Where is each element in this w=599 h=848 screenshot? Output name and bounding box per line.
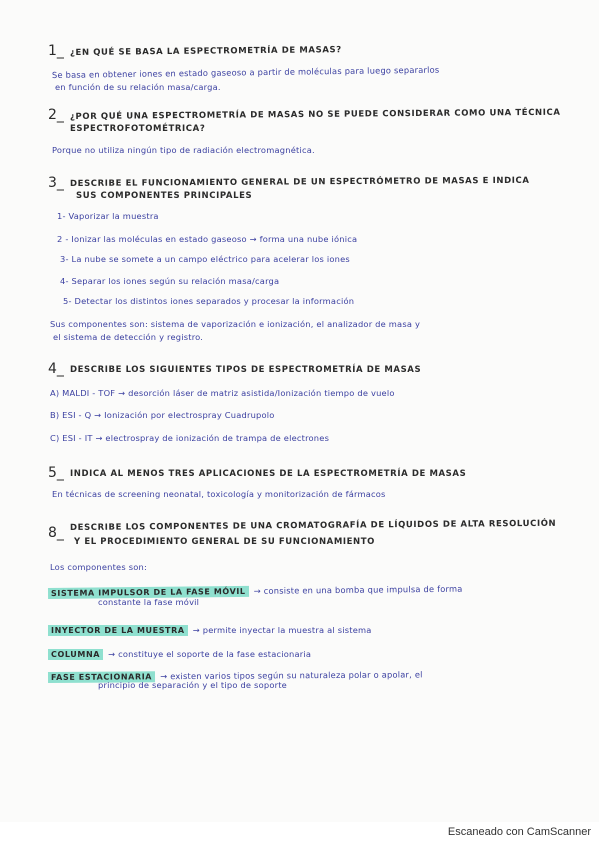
q3-question-line-2: SUS COMPONENTES PRINCIPALES xyxy=(76,191,253,201)
q3-answer-line-1: Sus componentes son: sistema de vaporización e ionización, el analizador de masa y xyxy=(50,319,421,329)
q2-number: 2_ xyxy=(48,107,64,123)
q2-question-line-2: ESPECTROFOTOMÉTRICA? xyxy=(70,124,206,134)
q3-answer-line-2: el sistema de detección y registro. xyxy=(53,332,204,342)
q3-question-line-1: DESCRIBE EL FUNCIONAMIENTO GENERAL DE UN ESPECTRÓMETRO DE MASAS E INDICA xyxy=(69,175,530,189)
scanner-watermark: Escaneado con CamScanner xyxy=(447,826,591,838)
q4-question: DESCRIBE LOS SIGUIENTES TIPOS DE ESPECTROMETRÍA DE MASAS xyxy=(70,365,422,375)
q8-component-2-term: INYECTOR DE LA MUESTRA xyxy=(48,625,188,636)
q8-component-3-desc: → constituye el soporte de la fase estacionaria xyxy=(108,649,312,659)
q5-answer: En técnicas de screening neonatal, toxicología y monitorización de fármacos xyxy=(52,489,386,499)
q8-component-2-desc: → permite inyectar la muestra al sistema xyxy=(192,625,372,635)
q8-question-line-2: Y EL PROCEDIMIENTO GENERAL DE SU FUNCIONAMIENTO xyxy=(74,537,375,547)
q4-item-b: B) ESI - Q → Ionización por electrospray Cuadrupolo xyxy=(50,410,275,420)
q1-answer-line-2: en función de su relación masa/carga. xyxy=(55,82,221,92)
q8-component-1-cont: constante la fase móvil xyxy=(98,597,200,607)
q1-answer-line-1: Se basa en obtener iones en estado gaseoso a partir de moléculas para luego separarlos xyxy=(51,64,440,80)
q3-number: 3_ xyxy=(48,175,64,191)
q3-step-4: 4- Separar los iones según su relación masa/carga xyxy=(60,276,280,286)
q5-number: 5_ xyxy=(48,465,64,481)
q2-answer: Porque no utiliza ningún tipo de radiación electromagnética. xyxy=(52,145,315,155)
q1-question: ¿EN QUÉ SE BASA LA ESPECTROMETRÍA DE MASAS? xyxy=(69,45,342,58)
q8-component-1-desc: → consiste en una bomba que impulsa de forma xyxy=(253,583,463,596)
q8-component-1-term: SISTEMA IMPULSOR DE LA FASE MÓVIL xyxy=(48,586,249,599)
q8-component-3-term: COLUMNA xyxy=(48,649,103,660)
q8-intro: Los componentes son: xyxy=(50,562,147,572)
q4-number: 4_ xyxy=(48,361,64,377)
q1-number: 1_ xyxy=(48,43,64,59)
q2-question-line-1: ¿POR QUÉ UNA ESPECTROMETRÍA DE MASAS NO SE PUEDE CONSIDERAR COMO UNA TÉCNICA xyxy=(69,107,561,122)
q5-question: INDICA AL MENOS TRES APLICACIONES DE LA ESPECTROMETRÍA DE MASAS xyxy=(70,469,467,479)
q8-component-4-desc: → existen varios tipos según su naturaleza polar o apolar, el xyxy=(160,669,423,682)
q8-component-4-term: FASE ESTACIONARIA xyxy=(48,671,155,683)
q3-step-2: 2 - Ionizar las moléculas en estado gaseoso → forma una nube iónica xyxy=(57,234,358,244)
q3-step-3: 3- La nube se somete a un campo eléctrico para acelerar los iones xyxy=(60,254,350,264)
q3-step-5: 5- Detectar los distintos iones separados y procesar la información xyxy=(63,296,355,306)
q4-item-a: A) MALDI - TOF → desorción láser de matriz asistida/Ionización tiempo de vuelo xyxy=(50,388,395,398)
q8-component-3 xyxy=(48,644,311,660)
q8-question-line-1: DESCRIBE LOS COMPONENTES DE UNA CROMATOGRAFÍA DE LÍQUIDOS DE ALTA RESOLUCIÓN xyxy=(69,518,557,533)
q8-number: 8_ xyxy=(48,525,64,541)
q8-component-1 xyxy=(48,579,463,599)
q8-component-2 xyxy=(48,620,372,636)
q3-step-1: 1- Vaporizar la muestra xyxy=(57,211,159,221)
q4-item-c: C) ESI - IT → electrospray de ionización de trampa de electrones xyxy=(50,433,330,443)
q8-component-4-cont: principio de separación y el tipo de soporte xyxy=(98,680,287,690)
